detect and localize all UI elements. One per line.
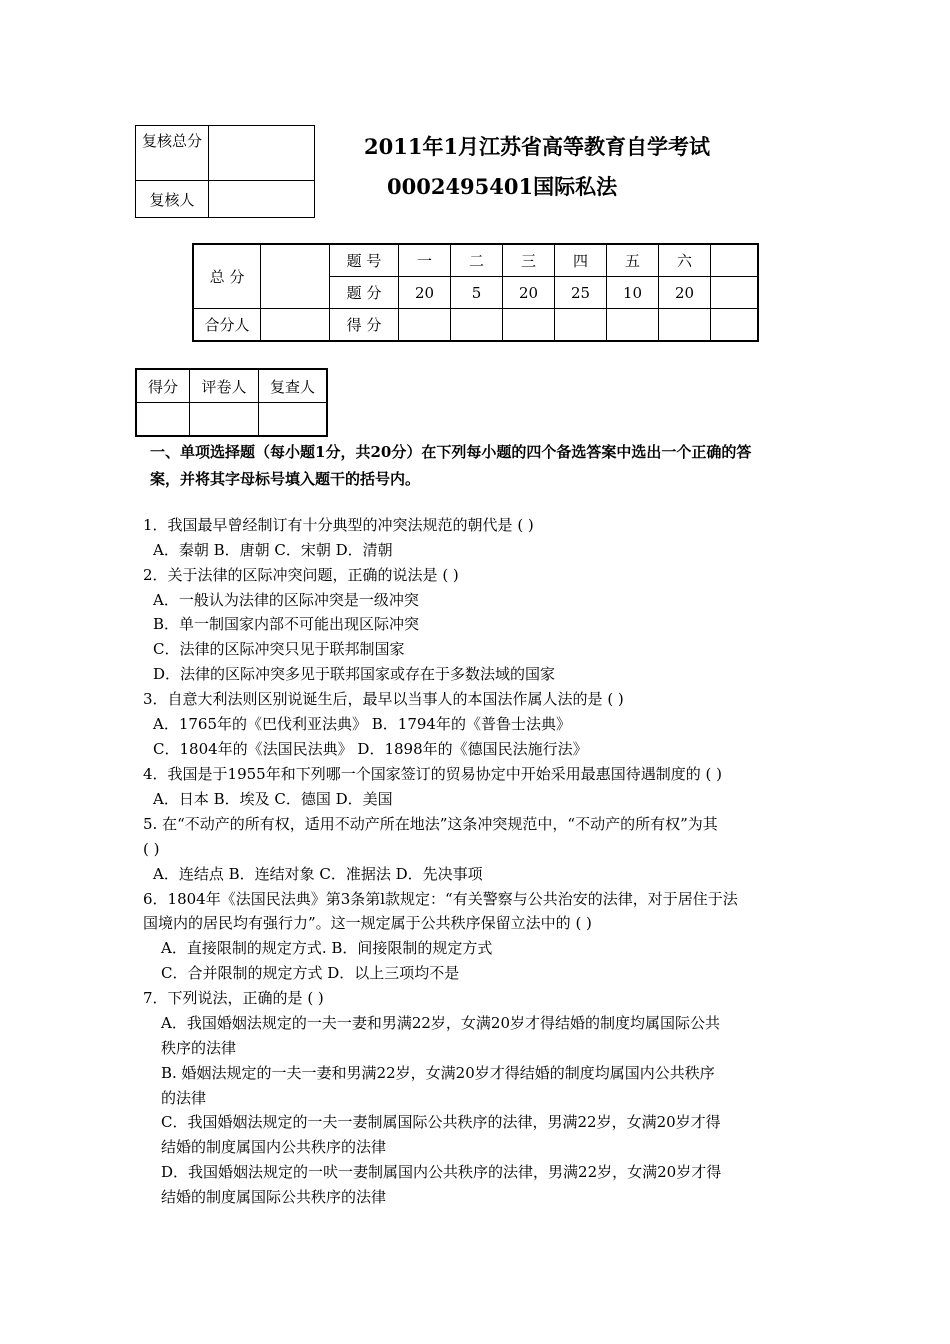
summary-person-label: 合分人 [193, 309, 261, 342]
points-label: 题 分 [330, 277, 399, 309]
question-number: 五 [607, 244, 659, 277]
review-person-cell[interactable] [209, 181, 315, 218]
answer-option: D．我国婚姻法规定的一吠一妻制属国内公共秩序的法律，男满22岁，女满20岁才得 [161, 1163, 722, 1181]
question-number: 一 [399, 244, 451, 277]
question-score-cell[interactable] [659, 309, 711, 342]
question-points: 20 [659, 277, 711, 309]
question-text: 5. 在“不动产的所有权，适用不动产所在地法”这条冲突规范中，“不动产的所有权”为其 [143, 815, 718, 833]
question-text: ( ) [143, 840, 160, 858]
answer-options: A．连结点 B．连结对象 C．准据法 D．先决事项 [153, 865, 483, 883]
checker-cell[interactable] [259, 403, 328, 437]
section-heading [150, 439, 810, 493]
answer-option: 的法律 [161, 1089, 207, 1107]
question-text: 6．1804年《法国民法典》第3条第l款规定：“有关警察与公共治安的法律，对于居住于法 [143, 890, 738, 908]
checker-label: 复查人 [259, 369, 328, 403]
question-points: 10 [607, 277, 659, 309]
question-points: 20 [399, 277, 451, 309]
answer-options: C．1804年的《法国民法典》 D．1898年的《德国民法施行法》 [153, 740, 588, 758]
question-points: 25 [555, 277, 607, 309]
answer-option: B. 婚姻法规定的一夫一妻和男满22岁，女满20岁才得结婚的制度均属国内公共秩序 [161, 1064, 715, 1082]
answer-option: 结婚的制度属国内公共秩序的法律 [161, 1138, 387, 1156]
course-title: 0002495401国际私法 [387, 174, 618, 199]
question-number-label: 题 号 [330, 244, 399, 277]
answer-option: C．法律的区际冲突只见于联邦制国家 [153, 640, 405, 658]
question-score-cell[interactable] [607, 309, 659, 342]
question-number: 二 [451, 244, 503, 277]
question-text: 7．下列说法，正确的是 ( ) [143, 989, 324, 1007]
answer-option: B．单一制国家内部不可能出现区际冲突 [153, 615, 420, 633]
question-number: 四 [555, 244, 607, 277]
question-text: 国境内的居民均有强行力”。这一规定属于公共秩序保留立法中的 ( ) [143, 914, 592, 932]
answer-option: A．我国婚姻法规定的一夫一妻和男满22岁，女满20岁才得结婚的制度均属国际公共 [161, 1014, 721, 1032]
review-total-label: 复核总分 [136, 126, 209, 181]
grader-box [135, 368, 328, 437]
question-score-cell[interactable] [399, 309, 451, 342]
question-text: 4．我国是于1955年和下列哪一个国家签订的贸易协定中开始采用最惠国待遇制度的 ( ) [143, 765, 722, 783]
question-text: 1．我国最早曾经制订有十分典型的冲突法规范的朝代是 ( ) [143, 516, 534, 534]
grader-cell[interactable] [190, 403, 259, 437]
blank-cell [711, 277, 759, 309]
answer-options: A．1765年的《巴伐利亚法典》 B．1794年的《普鲁士法典》 [153, 715, 571, 733]
total-score-cell[interactable] [261, 244, 330, 309]
section-heading-line: 案，并将其字母标号填入题干的括号内。 [150, 470, 421, 488]
exam-title: 2011年1月江苏省高等教育自学考试 [364, 134, 711, 159]
grader-label: 评卷人 [190, 369, 259, 403]
answer-options: A．日本 B．埃及 C．德国 D．美国 [153, 790, 393, 808]
question-number: 六 [659, 244, 711, 277]
review-person-label: 复核人 [136, 181, 209, 218]
answer-options: A．直接限制的规定方式. B．间接限制的规定方式 [161, 939, 493, 957]
answer-options: C．合并限制的规定方式 D．以上三项均不是 [161, 964, 460, 982]
question-score-cell[interactable] [503, 309, 555, 342]
question-text: 2．关于法律的区际冲突问题，正确的说法是 ( ) [143, 566, 459, 584]
blank-cell [711, 244, 759, 277]
question-score-cell[interactable] [711, 309, 759, 342]
review-box [135, 125, 315, 218]
question-score-cell[interactable] [555, 309, 607, 342]
grader-score-label: 得分 [136, 369, 190, 403]
answer-option: A．一般认为法律的区际冲突是一级冲突 [153, 591, 419, 609]
score-summary-table [192, 243, 759, 342]
review-total-cell[interactable] [209, 126, 315, 181]
score-label: 得 分 [330, 309, 399, 342]
answer-option: C．我国婚姻法规定的一夫一妻制属国际公共秩序的法律，男满22岁，女满20岁才得 [161, 1113, 721, 1131]
answer-option: 结婚的制度属国际公共秩序的法律 [161, 1188, 387, 1206]
section-heading-line: 一、单项选择题（每小题1分，共20分）在下列每小题的四个备选答案中选出一个正确的答 [150, 443, 752, 461]
summary-person-cell[interactable] [261, 309, 330, 342]
question-text: 3．自意大利法则区别说诞生后，最早以当事人的本国法作属人法的是 ( ) [143, 690, 624, 708]
answer-options: A．秦朝 B．唐朝 C．宋朝 D．清朝 [153, 541, 393, 559]
question-points: 20 [503, 277, 555, 309]
grader-score-cell[interactable] [136, 403, 190, 437]
question-score-cell[interactable] [451, 309, 503, 342]
total-score-label: 总 分 [193, 244, 261, 309]
question-points: 5 [451, 277, 503, 309]
question-number: 三 [503, 244, 555, 277]
answer-option: 秩序的法律 [161, 1039, 237, 1057]
answer-option: D．法律的区际冲突多见于联邦国家或存在于多数法域的国家 [153, 665, 556, 683]
